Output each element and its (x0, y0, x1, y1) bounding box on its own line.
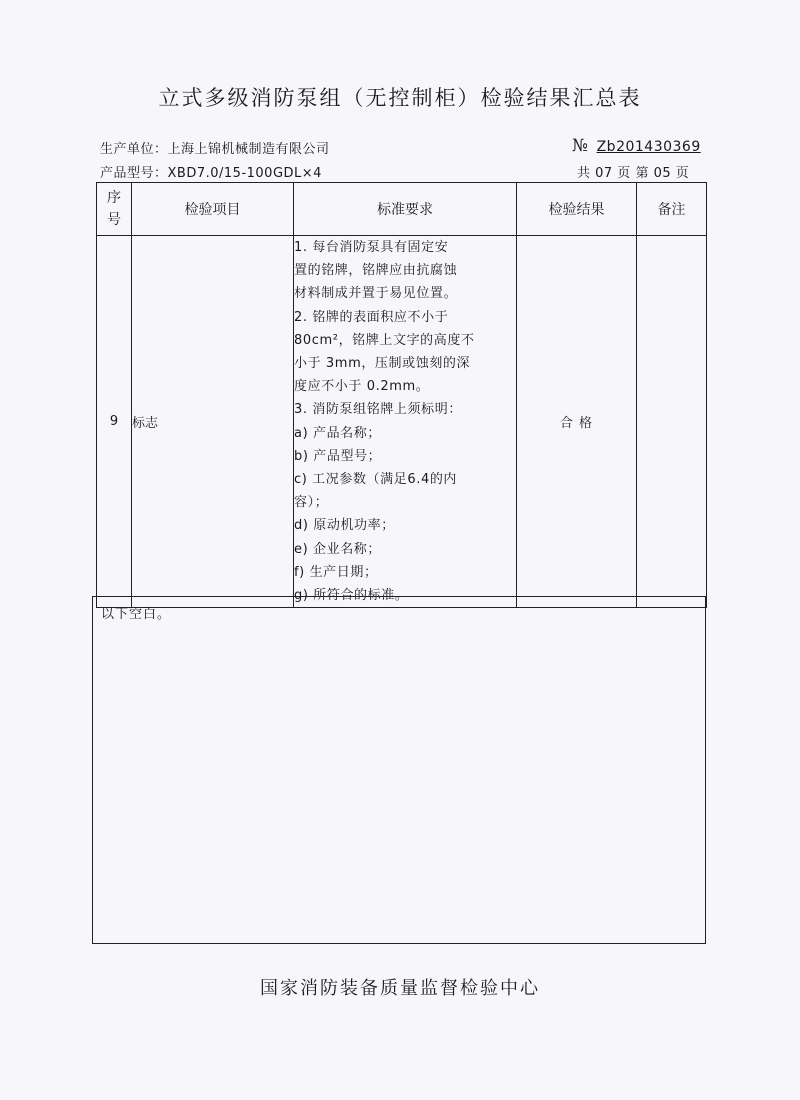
requirement-line: c) 工况参数（满足6.4的内 (294, 472, 458, 488)
requirement-line: b) 产品型号； (294, 448, 382, 464)
row-result: 合 格 (517, 236, 637, 608)
requirement-line: 2. 铭牌的表面积应不小于 (294, 309, 449, 325)
header-seq-2: 号 (107, 212, 121, 228)
requirement-line: 容）； (294, 495, 329, 511)
requirement-line: 材料制成并置于易见位置。 (294, 286, 458, 302)
requirement-line: 1. 每台消防泵具有固定安 (294, 240, 449, 255)
results-table (96, 182, 707, 608)
manufacturer-label: 生产单位： (100, 142, 168, 157)
header-item: 检验项目 (132, 183, 294, 236)
model-line (100, 162, 322, 181)
requirement-line: 置的铭牌，铭牌应由抗腐蚀 (294, 263, 458, 279)
model-label: 产品型号： (100, 166, 168, 181)
requirement-line: a) 产品名称； (294, 425, 381, 441)
header-result: 检验结果 (517, 183, 637, 236)
blank-area (92, 596, 706, 944)
header-requirement: 标准要求 (294, 183, 517, 236)
requirement-line: 小于 3mm，压制或蚀刻的深 (294, 356, 471, 372)
requirement-line: 80cm²，铭牌上文字的高度不 (294, 332, 475, 348)
document-title: 立式多级消防泵组（无控制柜）检验结果汇总表 (158, 86, 642, 110)
header-row (97, 183, 707, 236)
requirement-line: 3. 消防泵组铭牌上须标明： (294, 402, 462, 418)
requirement-line: f) 生产日期； (294, 564, 378, 580)
report-number: Zb201430369 (596, 139, 701, 155)
header-seq-1: 序 (107, 190, 121, 206)
header-seq (97, 183, 132, 236)
requirement-line: 度应不小于 0.2mm。 (294, 379, 430, 395)
row-item: 标志 (132, 236, 294, 608)
manufacturer-value: 上海上锦机械制造有限公司 (167, 142, 330, 157)
issuing-organization: 国家消防装备质量监督检验中心 (260, 978, 540, 999)
table-row (97, 236, 707, 608)
page-count: 共 07 页 第 05 页 (577, 166, 690, 181)
number-sign: № (572, 136, 589, 156)
requirement-line: d) 原动机功率； (294, 518, 395, 534)
row-seq: 9 (97, 236, 132, 608)
requirement-line: e) 企业名称； (294, 541, 382, 557)
report-number-line (572, 136, 701, 156)
row-remark (637, 236, 707, 608)
row-requirement (294, 236, 517, 608)
requirement-line: g) 所符合的标准。 (294, 588, 409, 604)
manufacturer-line (100, 138, 330, 157)
model-value: XBD7.0/15-100GDL×4 (167, 166, 322, 181)
blank-note: 以下空白。 (101, 607, 172, 622)
header-remark: 备注 (637, 183, 707, 236)
